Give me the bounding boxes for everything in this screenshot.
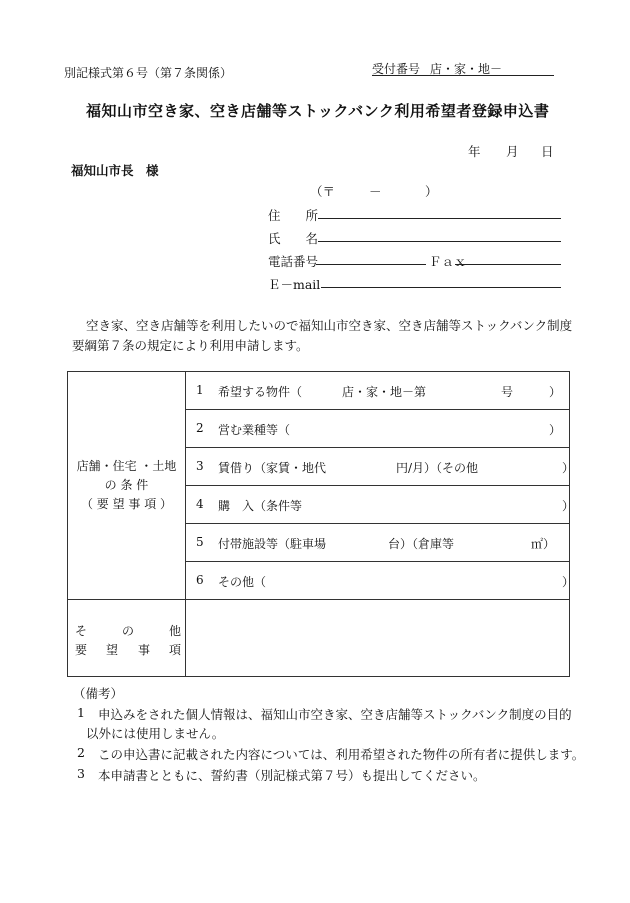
body-text-line1: 空き家、空き店舗等を利用したいので福知山市空き家、空き店舗等ストックバンク制度 — [86, 318, 573, 333]
item-num: 4 — [196, 497, 204, 511]
item-row-5[interactable] — [186, 524, 570, 562]
body-text-line2: 要綱第７条の規定により利用申請します。 — [72, 338, 309, 353]
condition-label-line3: （ 要 望 事 項 ） — [80, 497, 173, 511]
item-close: ） — [562, 461, 575, 475]
postal-dash: － — [369, 184, 382, 199]
note-text: 申込みをされた個人情報は、福知山市空き家、空き店舗等ストックバンク制度の目的 — [98, 707, 572, 722]
condition-label-line2: の 条 件 — [104, 478, 149, 492]
item-mid: 店・家・地－第 — [342, 385, 427, 399]
item-text: 希望する物件（ — [218, 385, 303, 399]
note-text-cont: 以外には使用しません。 — [86, 726, 225, 741]
item-close: ） — [562, 499, 575, 513]
other-request-field[interactable] — [186, 600, 570, 677]
item-text: 付帯施設等（駐車場 — [218, 537, 327, 551]
item-close: ） — [549, 385, 562, 399]
item-num: 6 — [196, 573, 204, 587]
item-close: ） — [549, 423, 562, 437]
email-field[interactable] — [321, 273, 561, 288]
item-text: 購 入（条件等 — [218, 499, 303, 513]
note-num: 2 — [77, 745, 85, 760]
form-number: 別記様式第６号（第７条関係） — [64, 66, 233, 80]
other-label-char: そ — [75, 624, 88, 638]
other-label-char: 他 — [169, 624, 182, 638]
note-num: 1 — [77, 705, 85, 720]
item-num: 3 — [196, 459, 204, 473]
name-label: 氏 名 — [268, 231, 319, 246]
condition-label-line1: 店舗・住宅 ・土地 — [76, 459, 177, 473]
date-day: 日 — [541, 144, 554, 159]
address-field[interactable] — [318, 204, 561, 219]
phone-field[interactable] — [316, 250, 426, 265]
name-field[interactable] — [318, 227, 561, 242]
item-row-3[interactable] — [186, 448, 575, 486]
date-month: 月 — [506, 144, 519, 159]
notes-header: （備考） — [73, 686, 124, 701]
item-row-6[interactable] — [186, 562, 575, 600]
condition-label-cell — [68, 372, 186, 600]
email-label: Ｅ－mail — [268, 277, 321, 292]
item-close: ） — [562, 575, 575, 589]
reception-label: 受付番号 — [372, 62, 421, 76]
item-mid: 台）（倉庫等 — [388, 537, 455, 551]
phone-label: 電話番号 — [268, 254, 319, 269]
item-num: 5 — [196, 535, 204, 549]
form-title: 福知山市空き家、空き店舗等ストックバンク利用希望者登録申込書 — [86, 102, 550, 120]
item-row-1[interactable] — [186, 372, 570, 410]
item-row-2[interactable] — [186, 410, 570, 448]
reception-number — [372, 60, 554, 76]
item-end: ㎡） — [531, 537, 556, 551]
addressee: 福知山市長 様 — [71, 163, 159, 178]
item-text: その他（ — [218, 575, 267, 589]
item-num: 1 — [196, 383, 204, 397]
fax-field[interactable] — [455, 250, 561, 265]
other-request-label-cell — [68, 600, 186, 677]
item-text: 賃借り（家賃・地代 — [218, 461, 327, 475]
request-label-char: 要 — [75, 643, 88, 657]
note-text: この申込書に記載された内容については、利用希望された物件の所有者に提供します。 — [98, 747, 585, 762]
fax-label: Ｆａｘ — [429, 254, 467, 269]
item-end: 号 — [501, 385, 514, 399]
other-label-char: の — [122, 624, 135, 638]
reception-value: 店・家・地－ — [430, 62, 503, 76]
item-mid: 円/月）（その他 — [396, 461, 479, 475]
address-label: 住 所 — [268, 208, 319, 223]
postal-close: ） — [425, 184, 438, 199]
request-label-char: 望 — [106, 643, 119, 657]
request-label-char: 項 — [169, 643, 182, 657]
requirements-table — [67, 371, 575, 677]
note-num: 3 — [77, 766, 85, 781]
item-num: 2 — [196, 421, 204, 435]
request-label-char: 事 — [138, 643, 151, 657]
item-text: 営む業種等（ — [218, 423, 291, 437]
item-row-4[interactable] — [186, 486, 575, 524]
note-text: 本申請書とともに、誓約書（別記様式第７号）も提出してください。 — [98, 768, 486, 783]
postal-open: （〒 — [310, 184, 336, 199]
date-year: 年 — [468, 144, 481, 159]
